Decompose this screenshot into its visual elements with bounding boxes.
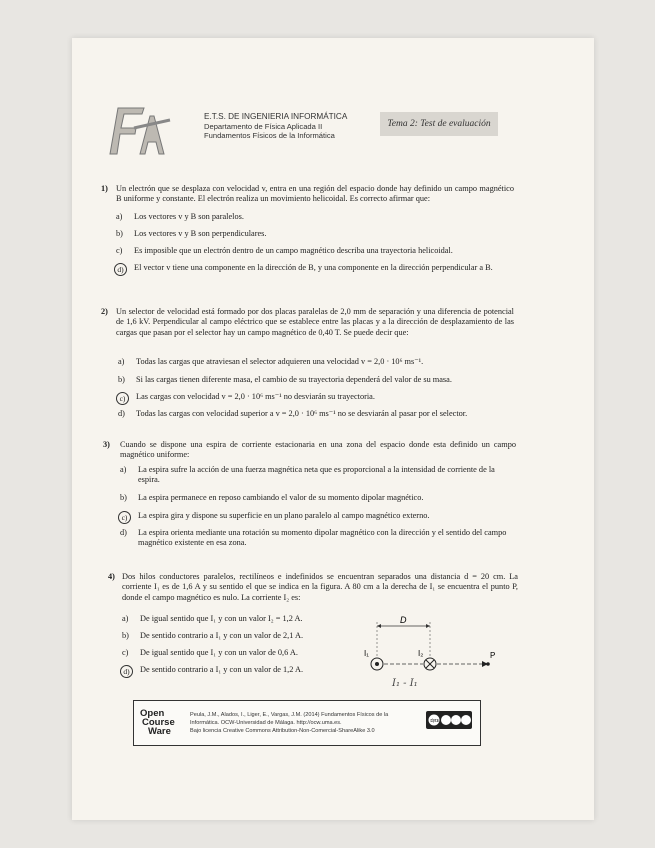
option-b[interactable]: b) De sentido contrario a I₁ y con un valor de 2,1 A. <box>122 631 304 640</box>
question-number: 4) <box>108 572 115 581</box>
wires-diagram <box>360 612 500 692</box>
handwritten-note: I₁ - I₁ <box>392 678 418 689</box>
arrow-right-icon <box>426 624 430 628</box>
option-b[interactable]: b) Los vectores v y B son perpendiculares. <box>116 229 267 238</box>
option-d[interactable]: d) Todas las cargas con velocidad superior a v = 2,0 · 10⁶ ms⁻¹ no se desviarán al pasar por el selector. <box>118 409 468 418</box>
option-c-selected[interactable]: c) Las cargas con velocidad v = 2,0 · 10⁶ ms⁻¹ no desviarán su trayectoria. <box>118 392 514 405</box>
option-d-selected[interactable]: d) De sentido contrario a I₁ y con un valor de 1,2 A. <box>122 665 362 678</box>
option-b[interactable]: b) La espira permanece en reposo cambiando el valor de su momento dipolar magnético. <box>120 493 424 502</box>
by-icon <box>441 715 451 725</box>
option-d[interactable]: d) La espira orienta mediante una rotación su momento dipolar magnético con la dirección y el sentido del campo magnético existente en esa zona. <box>120 528 507 548</box>
question-text: Un selector de velocidad está formado por dos placas paralelas de 2,0 mm de separación y una diferencia de potencial de 1,6 kV. Perpendicular al campo eléctrico que se establece entre las placas y a la dirección de desplazamiento de las cargas que pasan por el selector hay un campo magnético de 0,40 T. Se puede decir que: <box>116 307 514 337</box>
question-text: Un electrón que se desplaza con velocidad v, entra en una región del espacio donde hay definido un campo magnético B uniforme y constante. El electrón realiza un movimiento helicoidal. Es correcto afirmar que: <box>116 184 514 204</box>
department-name: Departamento de Física Aplicada II <box>204 121 323 131</box>
answer-mark-icon: c) <box>116 392 129 405</box>
point-p <box>486 662 490 666</box>
wire2-label: I₂ <box>418 649 424 658</box>
institution-name: E.T.S. DE INGENIERIA INFORMÁTICA <box>204 112 348 121</box>
question-number: 1) <box>101 184 108 193</box>
option-a[interactable]: a) Todas las cargas que atraviesan el selector adquieren una velocidad v = 2,0 · 10⁶ ms⁻¹. <box>118 357 424 366</box>
option-d-selected[interactable]: d) El vector v tiene una componente en la dirección de B, y una componente en la dirección perpendicular a B. <box>116 263 514 276</box>
question-number: 3) <box>103 440 110 449</box>
wire1-label: I₁ <box>364 649 369 658</box>
wire1-dot-icon <box>375 662 379 666</box>
cc-license-badge <box>426 711 472 729</box>
answer-mark-icon: d) <box>114 263 127 276</box>
option-c-selected[interactable]: c) La espira gira y dispone su superficie en un plano paralelo al campo magnético externo. <box>120 511 516 524</box>
distance-label: D <box>400 615 407 625</box>
fa-logo <box>104 98 174 158</box>
nc-icon <box>451 715 461 725</box>
option-a[interactable]: a) La espira sufre la acción de una fuerza magnética neta que es proporcional a la intensidad de corriente de la espira. <box>120 465 495 485</box>
topic-box: Tema 2: Test de evaluación <box>380 112 498 136</box>
question-number: 2) <box>101 307 108 316</box>
answer-mark-icon: d) <box>120 665 133 678</box>
arrow-left-icon <box>377 624 381 628</box>
question-text: Cuando se dispone una espira de corriente estacionaria en una zona del espacio donde esta definido un campo magnético uniforme: <box>120 440 516 460</box>
point-p-label: P <box>490 651 496 660</box>
ocw-logo: Open Course Ware <box>140 708 175 737</box>
course-name: Fundamentos Físicos de la Informática <box>204 131 335 141</box>
option-c[interactable]: c) De igual sentido que I₁ y con un valor de 0,6 A. <box>122 648 298 657</box>
cc-badge-label: cc by nc sa <box>430 718 439 724</box>
institution-block <box>204 112 347 141</box>
license-footer <box>133 700 481 746</box>
credit-text: Peula, J.M., Alados, I., Liger, E., Vargas, J.M. (2014) Fundamentos Físicos de la Informática. OCW-Universidad de Málaga. http://ocw.uma.es. Bajo licencia Creative Commons Attribution-Non-Comercial-ShareAlike 3.0 <box>190 712 389 734</box>
option-a[interactable]: a) De igual sentido que I₁ y con un valor I₂ = 1,2 A. <box>122 614 303 623</box>
option-b[interactable]: b) Si las cargas tienen diferente masa, el cambio de su trayectoria dependerá del valor de su masa. <box>118 375 452 384</box>
question-text: Dos hilos conductores paralelos, rectilíneos e indefinidos se encuentran separados una distancia d = 20 cm. La corriente I₁ es de 1,6 A y su sentido el que se indica en la figura. A 80 cm a la derecha de I₁ se encuentra el punto P, donde el campo magnético es nulo. La corriente I₂ es: <box>122 572 518 602</box>
option-c[interactable]: c) Es imposible que un electrón dentro de un campo magnético describa una trayectoria helicoidal. <box>116 246 453 255</box>
answer-mark-icon: c) <box>118 511 131 524</box>
option-a[interactable]: a) Los vectores v y B son paralelos. <box>116 212 244 221</box>
sa-icon <box>461 715 471 725</box>
